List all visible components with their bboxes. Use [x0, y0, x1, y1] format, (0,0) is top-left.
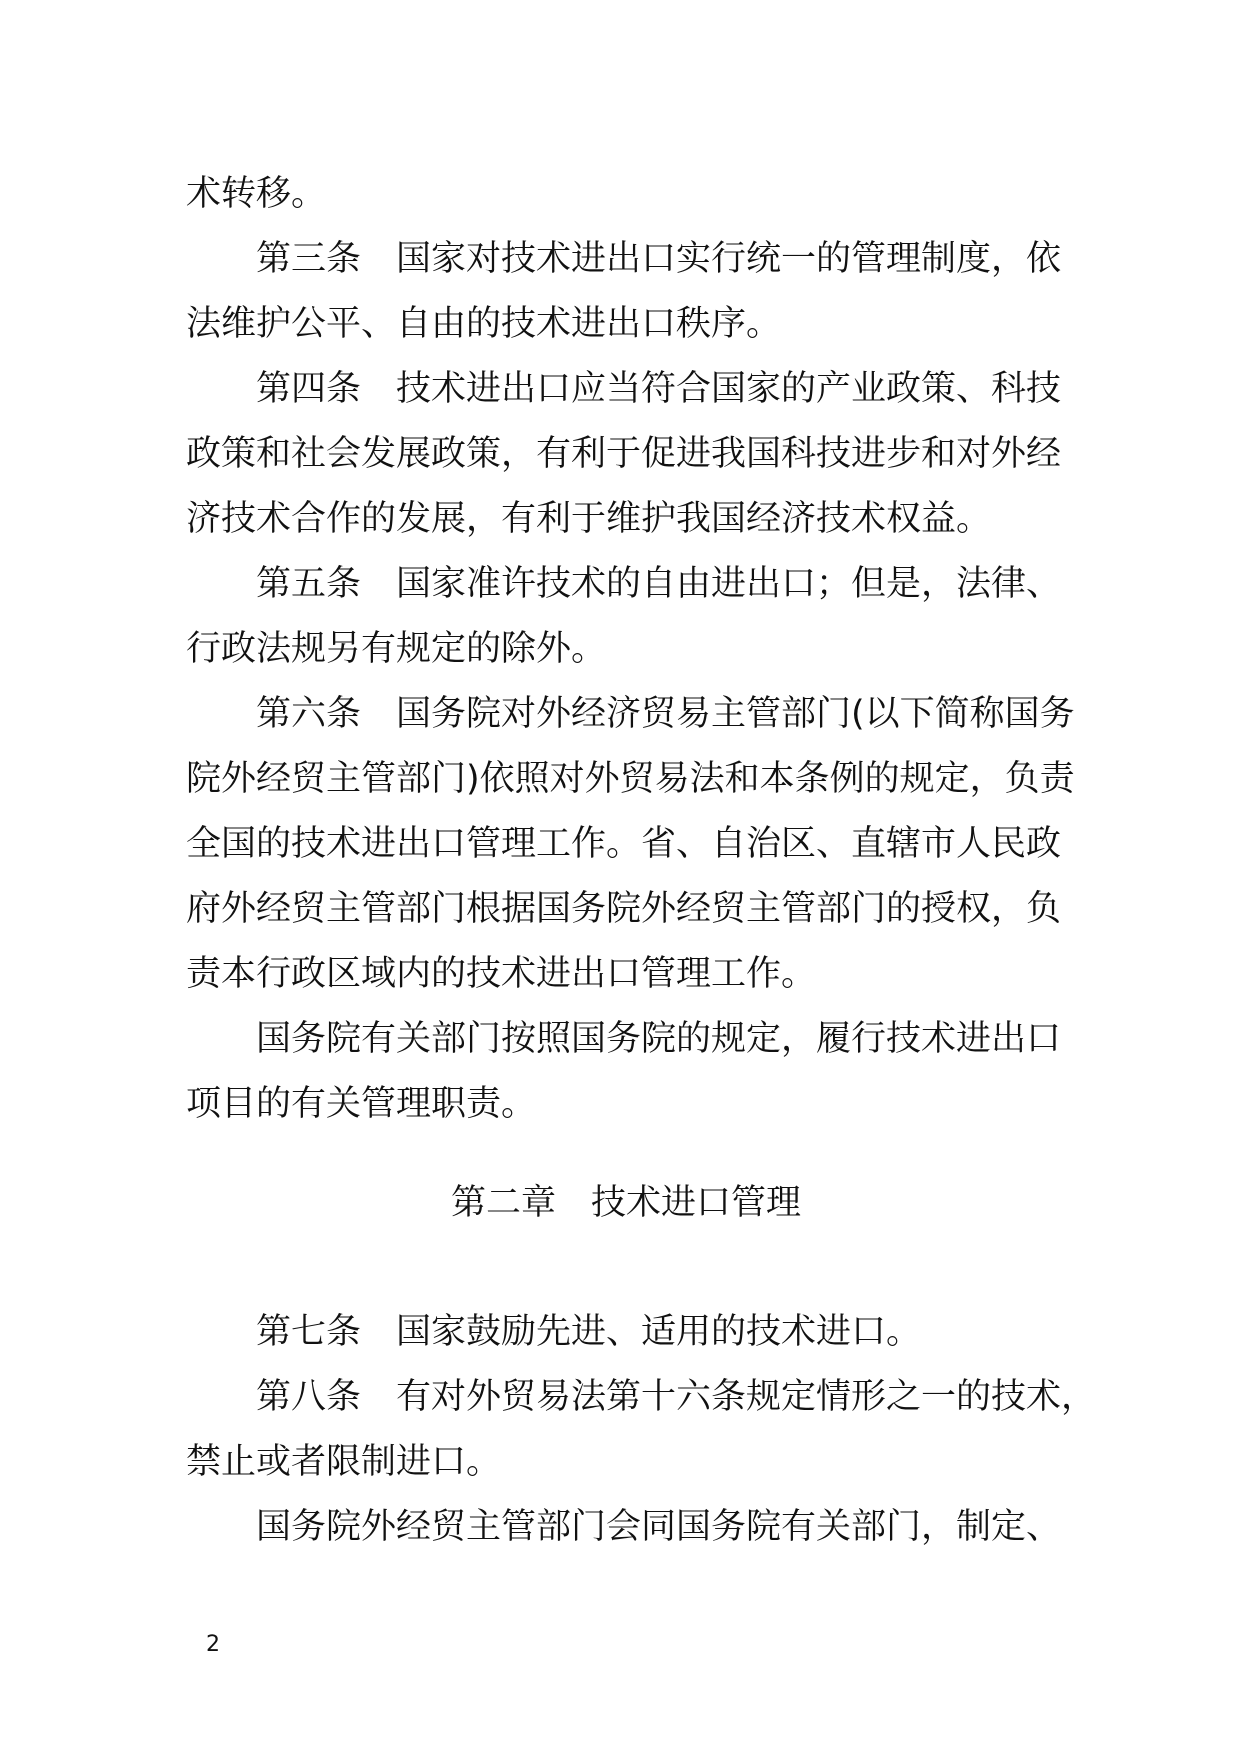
- article-5: 第五条 国家准许技术的自由进出口；但是，法律、: [256, 564, 1062, 604]
- chapter-heading: 第二章 技术进口管理: [450, 1183, 801, 1223]
- text-line: 府外经贸主管部门根据国务院外经贸主管部门的授权，负: [186, 889, 1062, 929]
- article-6-paragraph-2: 国务院有关部门按照国务院的规定，履行技术进出口: [256, 1019, 1062, 1059]
- page-number: 2: [206, 1632, 220, 1657]
- text-line: 行政法规另有规定的除外。: [186, 629, 607, 669]
- article-7: 第七条 国家鼓励先进、适用的技术进口。: [256, 1312, 922, 1352]
- text-line: 术转移。: [186, 174, 327, 214]
- text-line: 济技术合作的发展，有利于维护我国经济技术权益。: [186, 499, 992, 539]
- article-4: 第四条 技术进出口应当符合国家的产业政策、科技: [256, 369, 1062, 409]
- article-6: 第六条 国务院对外经济贸易主管部门(以下简称国务: [256, 694, 1075, 734]
- body-text: [186, 162, 1097, 1560]
- article-3: 第三条 国家对技术进出口实行统一的管理制度，依: [256, 239, 1062, 279]
- article-8-paragraph-2: 国务院外经贸主管部门会同国务院有关部门，制定、: [256, 1507, 1062, 1547]
- text-line: 政策和社会发展政策，有利于促进我国科技进步和对外经: [186, 434, 1062, 474]
- text-line: 院外经贸主管部门)依照对外贸易法和本条例的规定，负责: [186, 759, 1075, 799]
- text-line: 法维护公平、自由的技术进出口秩序。: [186, 304, 782, 344]
- text-line: 全国的技术进出口管理工作。省、自治区、直辖市人民政: [186, 824, 1062, 864]
- text-line: 禁止或者限制进口。: [186, 1442, 502, 1482]
- text-line: 责本行政区域内的技术进出口管理工作。: [186, 954, 817, 994]
- text-line: 项目的有关管理职责。: [186, 1084, 537, 1124]
- article-8: 第八条 有对外贸易法第十六条规定情形之一的技术，: [256, 1377, 1097, 1417]
